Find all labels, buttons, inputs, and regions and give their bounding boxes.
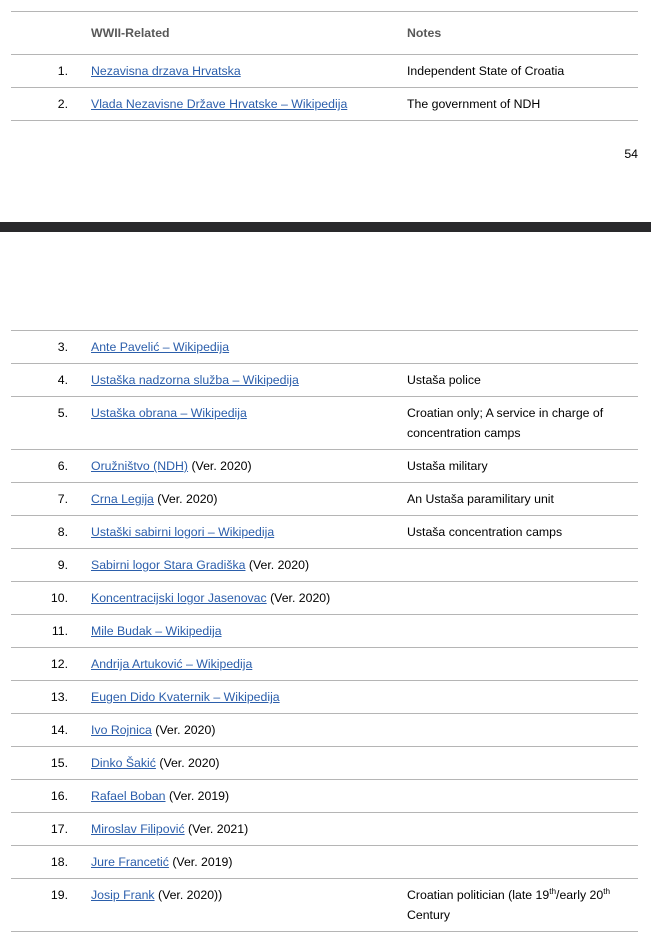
column-header-number: [11, 12, 81, 55]
row-title-cell: [81, 879, 400, 932]
row-number: 3.: [57, 340, 68, 354]
row-notes: Croatian only; A service in charge of concentration camps: [407, 406, 604, 440]
wikipedia-link[interactable]: Ustaška nadzorna služba – Wikipedija: [91, 373, 299, 387]
version-note: (Ver. 2019): [168, 855, 233, 869]
row-notes: Ustaša police: [407, 373, 481, 387]
row-number: 11.: [51, 624, 68, 638]
table-row: [11, 483, 638, 516]
version-note: (Ver. 2019): [165, 789, 230, 803]
table-row: [11, 714, 638, 747]
row-number: 19.: [50, 888, 68, 902]
wikipedia-link[interactable]: Rafael Boban: [91, 789, 166, 803]
row-title-cell: [81, 516, 400, 549]
table-row: [11, 516, 638, 549]
row-notes: [400, 331, 638, 364]
table-row: [11, 55, 638, 88]
row-notes: [400, 813, 638, 846]
row-title-cell: [81, 747, 400, 780]
column-header-notes: Notes: [407, 26, 442, 40]
wikipedia-link[interactable]: Mile Budak – Wikipedija: [91, 624, 222, 638]
row-title-cell: [81, 88, 400, 121]
row-notes: [400, 615, 638, 648]
wikipedia-link[interactable]: Miroslav Filipović: [91, 822, 185, 836]
row-number: 17.: [50, 822, 68, 836]
row-title-cell: [81, 549, 400, 582]
page-number: 54: [624, 147, 638, 161]
row-number: 10.: [50, 591, 68, 605]
version-note: (Ver. 2020): [155, 756, 220, 770]
row-notes: [400, 714, 638, 747]
notes-text-part: /early 20: [556, 888, 604, 902]
table-header-row: [11, 12, 638, 55]
table-row: [11, 648, 638, 681]
table-row: [11, 582, 638, 615]
row-number: 9.: [57, 558, 68, 572]
table-row: [11, 747, 638, 780]
wikipedia-link[interactable]: Ante Pavelić – Wikipedija: [91, 340, 230, 354]
version-note: (Ver. 2020): [188, 459, 252, 473]
version-note: (Ver. 2021): [184, 822, 249, 836]
row-title-cell: [81, 331, 400, 364]
page-break-separator: [0, 222, 651, 232]
page-one-fragment: [0, 0, 651, 222]
row-title-cell: [81, 780, 400, 813]
row-number: 18.: [50, 855, 68, 869]
wikipedia-link[interactable]: Vlada Nezavisne Države Hrvatske – Wikipedija: [91, 97, 348, 111]
notes-text-part: Croatian politician (late 19: [407, 888, 550, 902]
table-row: [11, 331, 638, 364]
row-notes: Ustaša military: [407, 459, 488, 473]
row-notes: [400, 681, 638, 714]
row-title-cell: [81, 846, 400, 879]
wikipedia-link[interactable]: Oružništvo (NDH): [91, 459, 189, 473]
row-notes: Ustaša concentration camps: [407, 525, 563, 539]
page-two-fragment: [0, 232, 651, 922]
wikipedia-link[interactable]: Crna Legija: [91, 492, 154, 506]
row-number: 8.: [57, 525, 68, 539]
row-title-cell: [81, 364, 400, 397]
row-title-cell: [81, 648, 400, 681]
version-note: (Ver. 2020): [266, 591, 331, 605]
wikipedia-link[interactable]: Ustaška obrana – Wikipedija: [91, 406, 247, 420]
row-title-cell: [81, 681, 400, 714]
table-row: [11, 549, 638, 582]
row-number: 12.: [50, 657, 68, 671]
row-number: 13.: [50, 690, 68, 704]
table-row: [11, 813, 638, 846]
wikipedia-link[interactable]: Andrija Artuković – Wikipedija: [91, 657, 253, 671]
row-notes: [400, 846, 638, 879]
row-title-cell: [81, 450, 400, 483]
row-title-cell: [81, 582, 400, 615]
row-number: 7.: [57, 492, 68, 506]
wikipedia-link[interactable]: Eugen Dido Kvaternik – Wikipedija: [91, 690, 280, 704]
ordinal-suffix: th: [603, 886, 611, 896]
table-row: [11, 681, 638, 714]
version-note: (Ver. 2020): [151, 723, 216, 737]
row-title-cell: [81, 615, 400, 648]
version-note: (Ver. 2020): [245, 558, 310, 572]
row-title-cell: [81, 714, 400, 747]
row-number: 2.: [57, 97, 68, 111]
row-notes: [400, 549, 638, 582]
row-number: 5.: [57, 406, 68, 420]
row-notes: Independent State of Croatia: [407, 64, 565, 78]
notes-text-part: Century: [407, 908, 451, 922]
table-row: [11, 846, 638, 879]
column-header-wwii-related: WWII-Related: [91, 26, 170, 40]
wikipedia-link[interactable]: Nezavisna drzava Hrvatska: [91, 64, 241, 78]
ordinal-suffix: th: [549, 886, 557, 896]
row-notes: [400, 747, 638, 780]
row-notes: An Ustaša paramilitary unit: [407, 492, 554, 506]
row-notes: [400, 582, 638, 615]
table-row: [11, 780, 638, 813]
wikipedia-link[interactable]: Ustaški sabirni logori – Wikipedija: [91, 525, 275, 539]
row-title-cell: [81, 483, 400, 516]
wikipedia-link[interactable]: Josip Frank: [91, 888, 155, 902]
table-row: [11, 397, 638, 450]
version-note: (Ver. 2020)): [154, 888, 223, 902]
wwii-related-table-page-two: [11, 330, 638, 932]
row-title-cell: [81, 55, 400, 88]
table-row: [11, 879, 638, 932]
table-row: [11, 615, 638, 648]
row-number: 6.: [57, 459, 68, 473]
row-notes: [400, 780, 638, 813]
row-title-cell: [81, 397, 400, 450]
row-number: 1.: [57, 64, 68, 78]
row-notes: [400, 879, 638, 932]
table-row: [11, 88, 638, 121]
row-notes: [400, 648, 638, 681]
wikipedia-link[interactable]: Dinko Šakić: [91, 756, 156, 770]
wwii-related-table-page-one: [11, 11, 638, 121]
row-notes: The government of NDH: [407, 97, 541, 111]
row-title-cell: [81, 813, 400, 846]
wikipedia-link[interactable]: Sabirni logor Stara Gradiška: [91, 558, 246, 572]
row-number: 4.: [57, 373, 68, 387]
wikipedia-link[interactable]: Ivo Rojnica: [91, 723, 152, 737]
version-note: (Ver. 2020): [153, 492, 218, 506]
row-number: 15.: [50, 756, 68, 770]
table-row: [11, 450, 638, 483]
row-number: 16.: [50, 789, 68, 803]
table-row: [11, 364, 638, 397]
row-number: 14.: [50, 723, 68, 737]
wikipedia-link[interactable]: Koncentracijski logor Jasenovac: [91, 591, 267, 605]
wikipedia-link[interactable]: Jure Francetić: [91, 855, 169, 869]
